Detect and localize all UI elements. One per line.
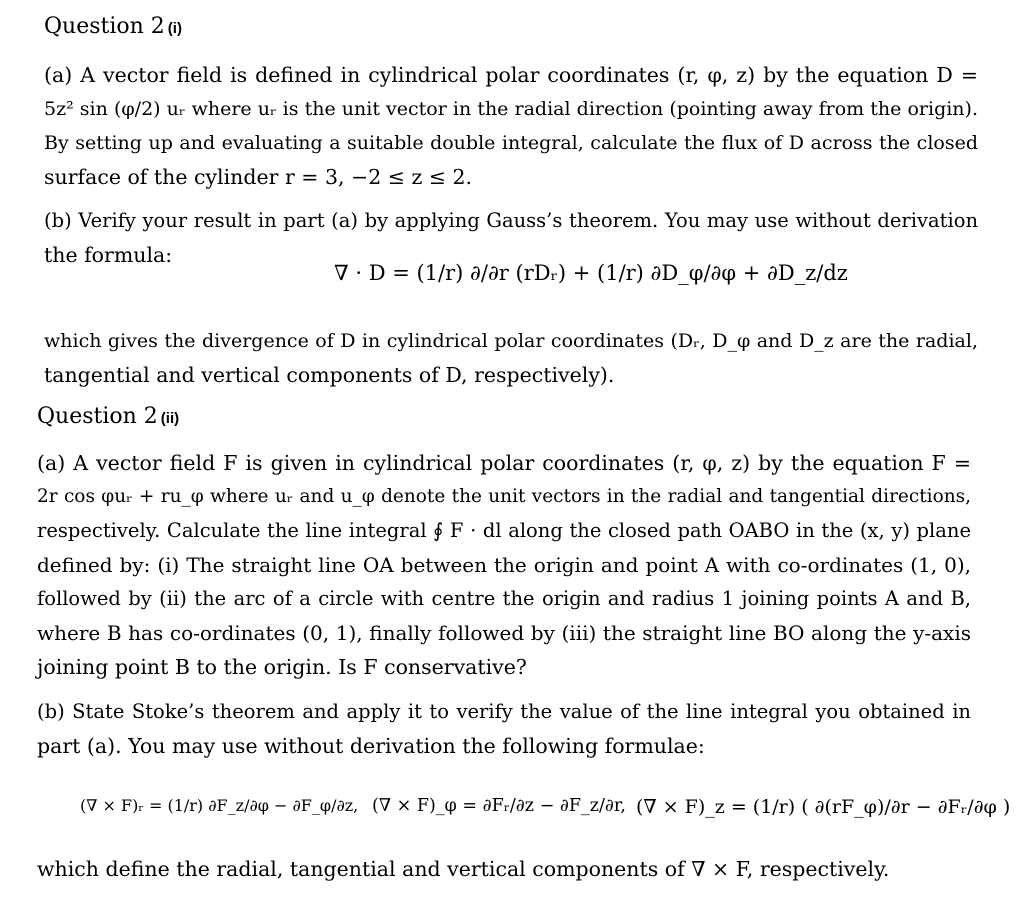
text-line: (a) A vector field F is given in cylindrical polar coordinates (r, φ, z) by the equation F =: [37, 451, 971, 475]
text-line: which define the radial, tangential and vertical components of ∇ × F, respectively.: [37, 857, 890, 881]
question-heading-2: Question 2 (ii): [37, 404, 180, 429]
text-line: By setting up and evaluating a suitable double integral, calculate the flux of D across the closed: [44, 132, 978, 154]
question-heading-sub: (ii): [160, 410, 180, 427]
text-line: defined by: (i) The straight line OA between the origin and point A with co-ordinates (1, 0),: [37, 553, 971, 577]
text-line: (a) A vector field is defined in cylindrical polar coordinates (r, φ, z) by the equation D =: [44, 63, 978, 87]
text-line: surface of the cylinder r = 3, −2 ≤ z ≤ 2.: [44, 165, 473, 189]
text-line: followed by (ii) the arc of a circle with centre the origin and radius 1 joining points A and B,: [37, 587, 971, 610]
text-line: (b) Verify your result in part (a) by applying Gauss’s theorem. You may use without derivation: [44, 209, 978, 232]
text-line: which gives the divergence of D in cylindrical polar coordinates (Dᵣ, D_φ and D_z are the radial,: [44, 330, 978, 352]
text-line: the formula:: [44, 243, 173, 267]
curl-formula-tangential: (∇ × F)_φ = ∂Fᵣ/∂z − ∂F_z/∂r,: [372, 796, 626, 816]
q2-part-b-explanation: [37, 852, 971, 886]
curl-formula-radial: (∇ × F)ᵣ = (1/r) ∂F_z/∂φ − ∂F_φ/∂z,: [80, 796, 359, 815]
q2-part-b: [37, 695, 971, 763]
question-heading-sub: (i): [167, 20, 182, 37]
q1-part-a: [44, 58, 978, 194]
q2-part-a: [37, 446, 971, 684]
question-heading-1: Question 2 (i): [44, 14, 182, 39]
divergence-formula: ∇ · D = (1/r) ∂/∂r (rDᵣ) + (1/r) ∂D_φ/∂φ + ∂D_z/dz: [334, 261, 848, 285]
text-line: part (a). You may use without derivation the following formulae:: [37, 734, 705, 758]
text-line: tangential and vertical components of D, respectively).: [44, 363, 615, 387]
text-line: joining point B to the origin. Is F conservative?: [37, 655, 527, 679]
text-line: 2r cos φuᵣ + ru_φ where uᵣ and u_φ denote the unit vectors in the radial and tangential directions,: [37, 486, 971, 507]
text-line: (b) State Stoke’s theorem and apply it to verify the value of the line integral you obtained in: [37, 700, 971, 723]
curl-formula-vertical: (∇ × F)_z = (1/r) ( ∂(rF_φ)/∂r − ∂Fᵣ/∂φ ): [636, 796, 1011, 818]
q1-part-b-explanation: [44, 324, 978, 392]
text-line: respectively. Calculate the line integral ∮ F · dl along the closed path OABO in the (x, y) plane: [37, 519, 971, 542]
text-line: where B has co-ordinates (0, 1), finally followed by (iii) the straight line BO along the y-axis: [37, 621, 971, 645]
text-line: 5z² sin (φ/2) uᵣ where uᵣ is the unit vector in the radial direction (pointing away from the origin).: [44, 98, 978, 120]
